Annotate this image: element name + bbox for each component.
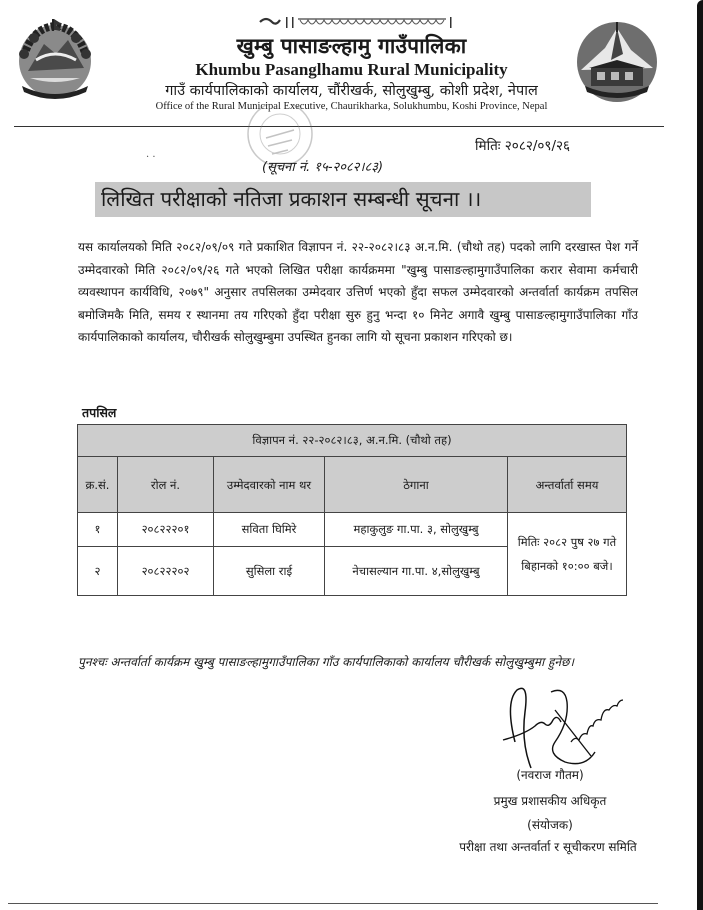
col-header-sn: क्र.सं.: [78, 457, 118, 513]
table-caption: विज्ञापन नं. २२-२०८२।८३, अ.न.मि. (चौथो तह): [78, 425, 627, 457]
committee-name: परीक्षा तथा अन्तर्वार्ता र सूचीकरण समिति: [459, 840, 637, 854]
cell-sn: २: [78, 547, 118, 596]
results-table: [77, 424, 627, 596]
notice-number: (सूचना नं. १५-२०८२।८३): [262, 160, 384, 175]
cell-name: सविता घिमिरे: [214, 513, 325, 547]
cell-address: महाकुलुङ गा.पा. ३, सोलुखुम्बु: [325, 513, 508, 547]
details-label: तपसिल: [82, 405, 117, 420]
cell-interview-time: मितिः २०८२ पुष २७ गते बिहानको १०:०० बजे।: [508, 513, 627, 596]
cell-roll: २०८२२२०२: [118, 547, 214, 596]
cell-name: सुसिला राई: [214, 547, 325, 596]
signatory-name: (नवराज गौतम): [516, 768, 584, 782]
office-address-en: Office of the Rural Municipal Executive, Chaurikharka, Solukhumbu, Koshi Province, Nepal: [155, 101, 548, 112]
cell-sn: १: [78, 513, 118, 547]
cell-roll: २०८२२२०१: [118, 513, 214, 547]
header-divider: [14, 126, 664, 127]
postscript: पुनश्चः अन्तर्वार्ता कार्यक्रम खुम्बु पासाङल्हामुगाउँपालिका गाँउ कार्यपालिकाको कार्यालय चौरीखर्क सोलुखुम्बुमा हुनेछ।: [78, 655, 574, 669]
col-header-address: ठेगाना: [325, 457, 508, 513]
tibetan-script-line: [258, 12, 458, 32]
signature: [495, 682, 635, 770]
office-address-np: गाउँ कार्यपालिकाको कार्यालय, चौंरीखर्क, सोलुखुम्बु, कोशी प्रदेश, नेपाल: [165, 83, 538, 99]
col-header-roll: रोल नं.: [118, 457, 214, 513]
notice-date: मितिः २०८२/०९/२६: [475, 138, 571, 154]
footer-divider: [8, 903, 658, 904]
notice-body: यस कार्यालयको मिति २०८२/०९/०९ गते प्रकाशित विज्ञापन नं. २२-२०८२।८३ अ.न.मि. (चौथो तह) पदको लागि दरखास्त पेश गर्ने उम्मेदवारको मिति २०८२/०९/२६ गते भएको लिखित परीक्षा कार्यक्रममा "खुम्बु पासाङल्हामुगाउँपालिका करार सेवामा कर्मचारी व्यवस्थापन कार्यविधि, २०७९" अनुसार तपसिलका उम्मेदवार उत्तिर्ण भएको हुँदा सफल उम्मेदवारको अन्तर्वार्ता कार्यक्रम तपसिल बमोजिमकै मिति, समय र स्थानमा तय गरिएको हुँदा परीक्षा सुरु हुनु भन्दा १० मिनेट अगावै खुम्बु पासाङल्हामुगाउँपालिका गाँउ कार्यपालिकाको कार्यालय, चौरीखर्क सोलुखुम्बुमा उपस्थित हुनका लागि यो सूचना प्रकाशन गरिएको छ।: [78, 240, 638, 344]
signatory-role: (संयोजक): [527, 818, 573, 832]
scan-border: [697, 0, 703, 910]
col-header-name: उम्मेदवारको नाम थर: [214, 457, 325, 513]
cell-address: नेचासल्यान गा.पा. ४,सोलुखुम्बु: [325, 547, 508, 596]
col-header-interview-time: अन्तर्वार्ता समय: [508, 457, 627, 513]
municipality-name-np: खुम्बु पासाङल्हामु गाउँपालिका: [236, 33, 467, 58]
table-row: [78, 513, 627, 547]
municipality-name-en: Khumbu Pasanglhamu Rural Municipality: [195, 60, 508, 79]
municipality-logo: [575, 20, 659, 104]
scan-specks: · ·: [146, 152, 156, 163]
notice-title: लिखित परीक्षाको नतिजा प्रकाशन सम्बन्धी सूचना ।।: [95, 182, 591, 217]
signatory-title: प्रमुख प्रशासकीय अधिकृत: [493, 794, 607, 808]
